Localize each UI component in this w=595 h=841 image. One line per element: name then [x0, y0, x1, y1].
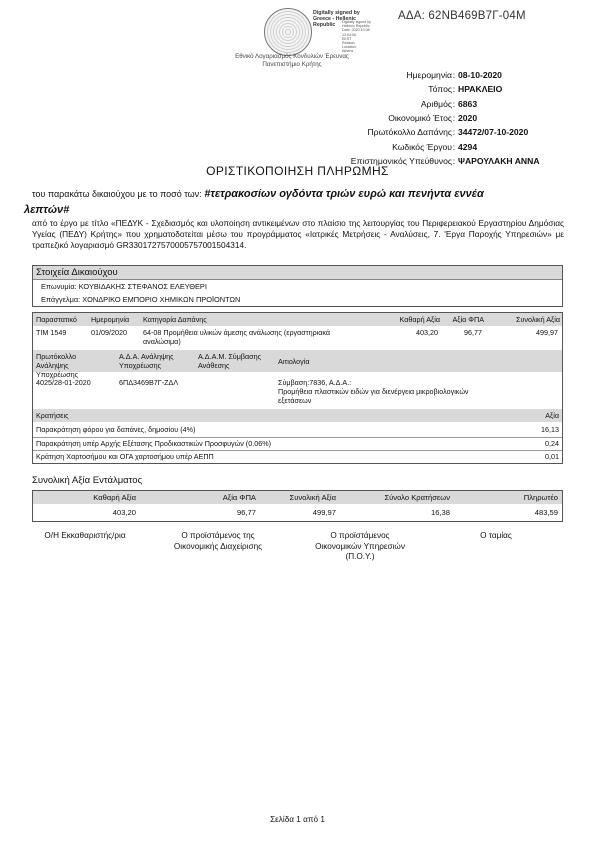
col-header: Πληρωτέο	[523, 493, 558, 502]
meta-row-protocol: Πρωτόκολλο Δαπάνης : 34472/07-10-2020	[300, 125, 595, 139]
seal-text-line: Digitally signed by	[313, 10, 360, 16]
seal-text-line: Greece - Hellenic	[313, 16, 356, 22]
cell-total: 499,97	[536, 328, 558, 337]
cell-net: 403,20	[416, 328, 438, 337]
col-header: Σύνολο Κρατήσεων	[384, 493, 450, 502]
withholding-row	[33, 437, 562, 450]
cell-reason: Σύμβαση:7836, Α.Δ.Α.:	[278, 378, 352, 387]
withholding-value: 0,24	[545, 439, 559, 448]
withholding-label: Παρακράτηση φόρου για δαπάνες, δημοσίου (4%)	[36, 425, 196, 434]
col-header: Καθαρή Αξία	[399, 315, 440, 324]
sig-line: Ο προϊστάμενος της	[181, 531, 255, 540]
invoice-table	[32, 312, 563, 464]
withholdings-header: Κρατήσεις	[36, 411, 69, 420]
beneficiary-name-row	[33, 280, 562, 293]
project-description: από το έργο με τίτλο «ΠΕΔΥΚ - Σχεδιασμός και υλοποίηση αντικειμένων στο πλαίσιο της λειτουργίας του Περιφερειακού Εργαστηρίου Δημόσιας Υγείας (ΠΕΔΥ) Κρήτης» που χρηματοδοτείται μέσω του προγράμματος «Ιατρικές Μετρήσεις - Αναλύσεις, 7. 'Εργα Παροχής Υπηρεσιών» με τραπεζικό λογαριασμό GR3301727570005757001504314.	[32, 218, 564, 251]
col-header: Ημερομηνία	[91, 315, 130, 324]
page-number: Σελίδα 1 από 1	[270, 815, 325, 824]
seal-text-line: Republic	[313, 22, 336, 28]
sig-line: Location:	[342, 45, 357, 50]
col-header: Πρωτόκολλο Ανάληψης Υποχρέωσης	[36, 352, 79, 379]
beneficiary-profession-row	[33, 293, 562, 306]
meta-value: 6863	[458, 98, 478, 109]
document-meta	[300, 68, 595, 168]
cell-reason-cont: εξετάσεων	[278, 396, 312, 405]
name-label: Επωνυμία:	[41, 282, 77, 291]
meta-label: Πρωτόκολλο Δαπάνης	[367, 127, 452, 138]
col-header: Καθαρή Αξία	[93, 493, 136, 502]
amount-in-words: #τετρακοσίων ογδόντα τριών ευρώ και πενήντα εννέα	[204, 188, 484, 200]
cell-vat: 96,77	[464, 328, 482, 337]
sig-line: Ο ταμίας	[480, 531, 512, 540]
withholding-label: Κράτηση Χαρτοσήμου και ΟΓΑ χαρτοσήμου υπέρ ΑΕΠΠ	[36, 452, 214, 461]
totals-header-row	[33, 491, 562, 504]
withholding-value: 16,13	[541, 425, 559, 434]
withholding-label: Παρακράτηση υπέρ Αρχής Εξέτασης Προδικαστικών Προσφυγών (0.06%)	[36, 439, 271, 448]
totals-title: Συνολική Αξία Εντάλματος	[32, 475, 143, 486]
cell-category-cont: αναλώσιμα)	[143, 337, 181, 346]
withholding-value: 0,01	[545, 452, 559, 461]
col-header: Αξία ΦΠΑ	[452, 315, 484, 324]
meta-label: Κωδικός Έργου	[392, 141, 452, 152]
sig-line: Οικονομικών Υπηρεσιών	[315, 541, 405, 551]
total-gross: 499,97	[312, 508, 336, 517]
meta-row-number: Αριθμός : 6863	[300, 97, 595, 111]
totals-values-row	[33, 507, 562, 520]
meta-row-year: Οικονομικό Έτος : 2020	[300, 111, 595, 125]
col-header: Συνολική Αξία	[289, 493, 336, 502]
meta-row-place: Τόπος : ΗΡΑΚΛΕΙΟ	[300, 82, 595, 96]
withholdings-value-header: Αξία	[545, 411, 559, 420]
intro-text: του παρακάτω δικαιούχου με το ποσό των:	[32, 189, 202, 199]
meta-label: Τόπος	[428, 84, 452, 95]
organization-name	[224, 53, 360, 68]
beneficiary-header: Στοιχεία Δικαιούχου	[33, 266, 562, 280]
cell-category: 64-08 Προμήθεια υλικών άμεσης ανάλωσης (εργαστηριακά	[143, 328, 331, 337]
sig-line: Date: 2020.10.08	[342, 28, 370, 33]
totals-table	[32, 490, 563, 522]
sig-line: Ο/Η Εκκαθαριστής/ρια	[44, 531, 126, 540]
cell-doc: ΤΙΜ 1549	[36, 328, 67, 337]
cell-reason-cont: Προμήθεια πλαστικών ειδών για διενέργεια μικροβιολογικών	[278, 387, 469, 396]
sig-line: Ο προϊστάμενος	[330, 531, 390, 540]
beneficiary-section	[32, 265, 563, 307]
org-line-1: Εθνικό Λογαριασμός Κονδυλιών Έρευνας	[235, 53, 349, 60]
signature-cashier	[456, 531, 536, 542]
total-vat: 96,77	[236, 508, 256, 517]
signature-finance-head	[158, 531, 278, 552]
meta-row-date: Ημερομηνία : 08-10-2020	[300, 68, 595, 82]
meta-row-responsible: Επιστημονικός Υπεύθυνος : ΨΑΡΟΥΛΑΚΗ ΑΝΝΑ	[300, 154, 595, 168]
seal-emblem-icon	[264, 8, 312, 56]
meta-label: Οικονομικό Έτος	[388, 113, 452, 124]
col-header: Α.Δ.Α.Μ. Σύμβασης Ανάθεσης	[198, 352, 262, 370]
col-header: Αξία ΦΠΑ	[222, 493, 256, 502]
name-value: ΚΟΥΒΙΔΑΚΗΣ ΣΤΕΦΑΝΟΣ ΕΛΕΥΘΕΡΙ	[78, 282, 207, 291]
meta-value: 08-10-2020	[458, 70, 502, 81]
sig-line: 12:04:06	[342, 32, 356, 37]
sig-line: Hellenic Republic	[342, 24, 370, 29]
invoice-header-row	[33, 313, 562, 326]
meta-label: Ημερομηνία	[406, 70, 452, 81]
sig-line: Digitally signed by	[342, 20, 371, 24]
amount-in-words-cont: λεπτών#	[24, 204, 70, 216]
sig-line: (Π.Ο.Υ.)	[345, 552, 375, 561]
meta-label: Αριθμός	[420, 98, 452, 109]
signature-economic-head	[300, 531, 420, 563]
meta-value: 2020	[458, 113, 478, 124]
org-line-2: Πανεπιστήμιο Κρήτης	[262, 60, 322, 68]
meta-value: ΗΡΑΚΛΕΙΟ	[458, 84, 503, 95]
col-header: Α.Δ.Α. Ανάληψης Υποχρέωσης	[119, 352, 174, 370]
col-header: Κατηγορία Δαπάνης	[143, 315, 207, 324]
intro-line	[32, 188, 562, 200]
total-payable: 483,59	[534, 508, 558, 517]
withholding-row	[33, 450, 562, 463]
sig-line: Οικονομικής Διαχείρισης	[173, 541, 263, 551]
document-title: ΟΡΙΣΤΙΚΟΠΟΙΗΣΗ ΠΛΗΡΩΜΗΣ	[206, 164, 389, 178]
withholdings-header-row	[33, 409, 562, 422]
signature-clearer	[30, 531, 140, 542]
col-header: Συνολική Αξία	[516, 315, 560, 324]
total-net: 403,20	[112, 508, 136, 517]
ada-code: ΑΔΑ: 62ΝΒ469Β7Γ-04Μ	[398, 10, 526, 22]
withholding-row	[33, 424, 562, 436]
meta-value: 34472/07-10-2020	[458, 127, 529, 138]
sig-line: EEST	[342, 36, 352, 41]
meta-value: 4294	[458, 141, 478, 152]
commitment-header-row	[33, 350, 562, 379]
profession-value: ΧΟΝΔΡΙΚΟ ΕΜΠΟΡΙΟ ΧΗΜΙΚΩΝ ΠΡΟΪΟΝΤΩΝ	[82, 295, 241, 304]
invoice-row	[33, 328, 562, 350]
total-withholdings: 16,38	[430, 508, 450, 517]
sig-line: Athens	[342, 49, 354, 54]
profession-label: Επάγγελμα:	[41, 295, 81, 304]
cell-date: 01/09/2020	[91, 328, 127, 337]
meta-label: Επιστημονικός Υπεύθυνος	[350, 155, 452, 166]
commitment-row	[33, 376, 562, 406]
cell-protocol: 4025/28-01-2020	[36, 378, 91, 387]
col-header: Παραστατικό	[36, 315, 77, 324]
cell-ada: 6ΠΔ3469Β7Γ-ΖΔΛ	[119, 378, 179, 387]
col-header: Αιτιολογία	[278, 357, 310, 366]
digital-signature-details	[342, 20, 386, 54]
sig-line: Reason:	[342, 41, 356, 46]
meta-row-project: Κωδικός Έργου : 4294	[300, 139, 595, 153]
meta-value: ΨΑΡΟΥΛΑΚΗ ΑΝΝΑ	[458, 155, 540, 166]
